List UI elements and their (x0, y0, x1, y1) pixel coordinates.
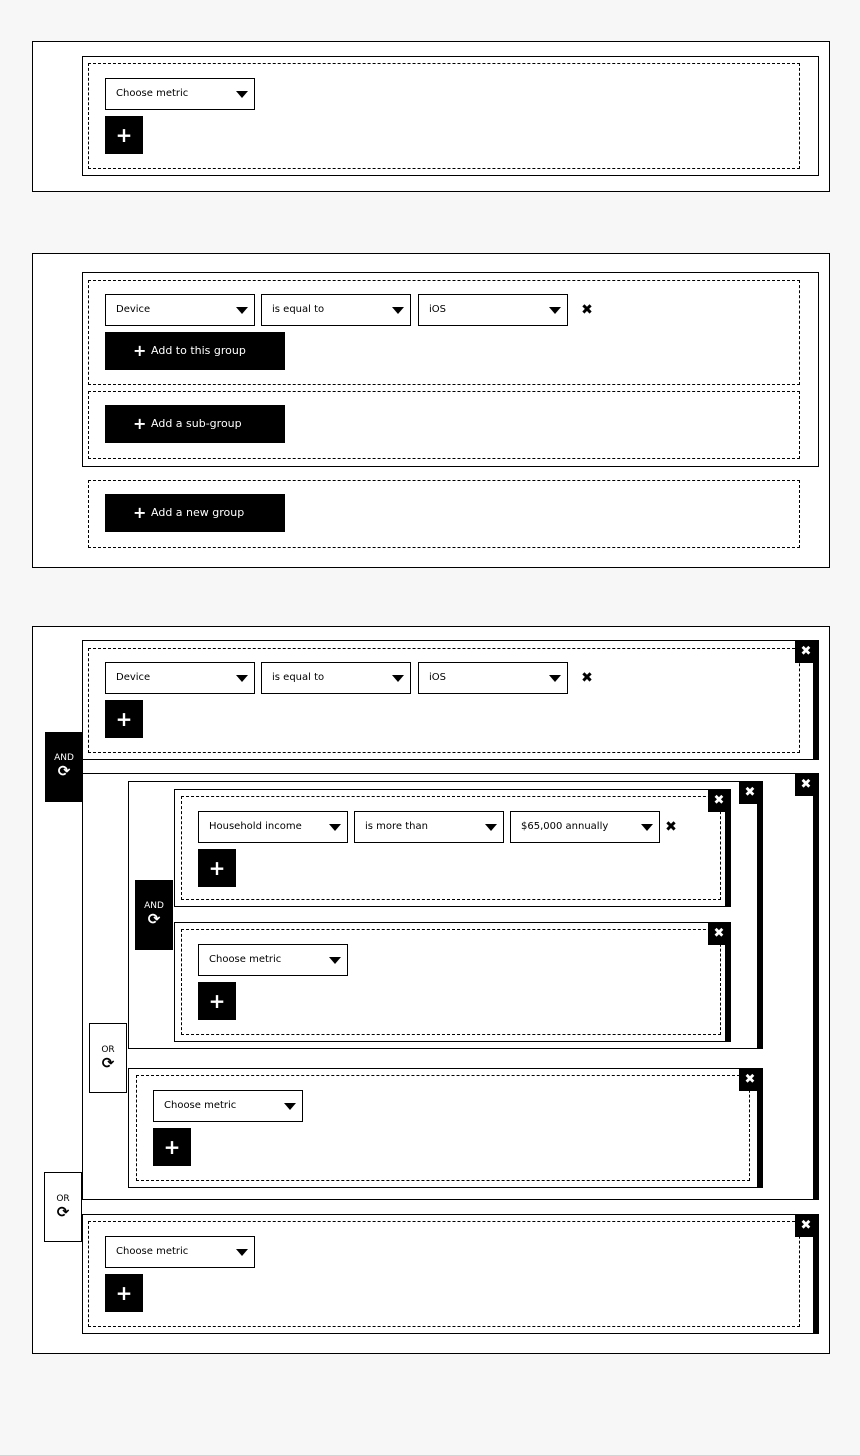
metric-select[interactable] (153, 1090, 303, 1122)
refresh-icon: ⟳ (101, 1054, 115, 1072)
or-label: OR (101, 1045, 115, 1055)
metric-select-label: Device (116, 304, 151, 315)
chevron-down-icon (236, 91, 248, 98)
chevron-down-icon (236, 1249, 248, 1256)
plus-icon: + (115, 1281, 133, 1305)
plus-icon: + (115, 707, 133, 731)
close-group-icon[interactable]: ✖ (795, 1215, 817, 1237)
remove-rule-icon[interactable]: ✖ (665, 819, 677, 835)
metric-select-label: Household income (209, 821, 302, 832)
plus-icon: + (133, 341, 147, 360)
operator-select[interactable] (354, 811, 504, 843)
plus-icon: + (208, 989, 226, 1013)
plus-icon: + (208, 856, 226, 880)
refresh-icon: ⟳ (56, 1203, 70, 1221)
metric-select[interactable] (105, 1236, 255, 1268)
close-group-icon[interactable]: ✖ (795, 641, 817, 663)
add-to-group-label: Add to this group (151, 344, 246, 357)
close-inner-group-icon[interactable]: ✖ (708, 790, 730, 812)
operator-select[interactable] (261, 294, 411, 326)
or-toggle[interactable] (44, 1172, 82, 1242)
chevron-down-icon (392, 675, 404, 682)
chevron-down-icon (549, 675, 561, 682)
operator-select-label: is more than (365, 821, 428, 832)
metric-select[interactable] (105, 294, 255, 326)
and-toggle[interactable] (45, 732, 83, 802)
plus-icon: + (133, 414, 147, 433)
add-new-group-button[interactable] (105, 494, 285, 532)
chevron-down-icon (329, 957, 341, 964)
chevron-down-icon (549, 307, 561, 314)
plus-icon: + (115, 123, 133, 147)
add-rule-button[interactable] (105, 116, 143, 154)
metric-select[interactable] (105, 78, 255, 110)
chevron-down-icon (284, 1103, 296, 1110)
refresh-icon: ⟳ (57, 762, 71, 780)
value-select-label: iOS (429, 304, 446, 315)
metric-select-label: Choose metric (209, 954, 282, 965)
chevron-down-icon (236, 307, 248, 314)
metric-select-label: Device (116, 672, 151, 683)
remove-rule-icon[interactable]: ✖ (581, 302, 593, 318)
close-subgroup-icon[interactable]: ✖ (739, 1069, 761, 1091)
close-group-icon[interactable]: ✖ (795, 774, 817, 796)
plus-icon: + (133, 503, 147, 522)
add-rule-button[interactable] (105, 700, 143, 738)
metric-select-label: Choose metric (164, 1100, 237, 1111)
add-rule-button[interactable] (153, 1128, 191, 1166)
and-label: AND (54, 753, 74, 763)
value-select-label: $65,000 annually (521, 821, 609, 832)
close-subgroup-icon[interactable]: ✖ (739, 782, 761, 804)
chevron-down-icon (236, 675, 248, 682)
add-rule-button[interactable] (105, 1274, 143, 1312)
metric-select[interactable] (198, 811, 348, 843)
metric-select[interactable] (105, 662, 255, 694)
operator-select-label: is equal to (272, 304, 325, 315)
chevron-down-icon (485, 824, 497, 831)
and-toggle[interactable] (135, 880, 173, 950)
chevron-down-icon (641, 824, 653, 831)
operator-select-label: is equal to (272, 672, 325, 683)
add-new-group-label: Add a new group (151, 506, 245, 519)
value-select[interactable] (418, 662, 568, 694)
refresh-icon: ⟳ (147, 910, 161, 928)
add-subgroup-button[interactable] (105, 405, 285, 443)
value-select[interactable] (418, 294, 568, 326)
add-rule-button[interactable] (198, 982, 236, 1020)
add-to-group-button[interactable] (105, 332, 285, 370)
remove-rule-icon[interactable]: ✖ (581, 670, 593, 686)
chevron-down-icon (329, 824, 341, 831)
or-label: OR (56, 1194, 70, 1204)
and-label: AND (144, 901, 164, 911)
metric-select[interactable] (198, 944, 348, 976)
value-select[interactable] (510, 811, 660, 843)
plus-icon: + (163, 1135, 181, 1159)
or-toggle[interactable] (89, 1023, 127, 1093)
operator-select[interactable] (261, 662, 411, 694)
metric-select-label: Choose metric (116, 88, 189, 99)
close-inner-group-icon[interactable]: ✖ (708, 923, 730, 945)
value-select-label: iOS (429, 672, 446, 683)
chevron-down-icon (392, 307, 404, 314)
metric-select-label: Choose metric (116, 1246, 189, 1257)
add-subgroup-label: Add a sub-group (151, 417, 242, 430)
add-rule-button[interactable] (198, 849, 236, 887)
